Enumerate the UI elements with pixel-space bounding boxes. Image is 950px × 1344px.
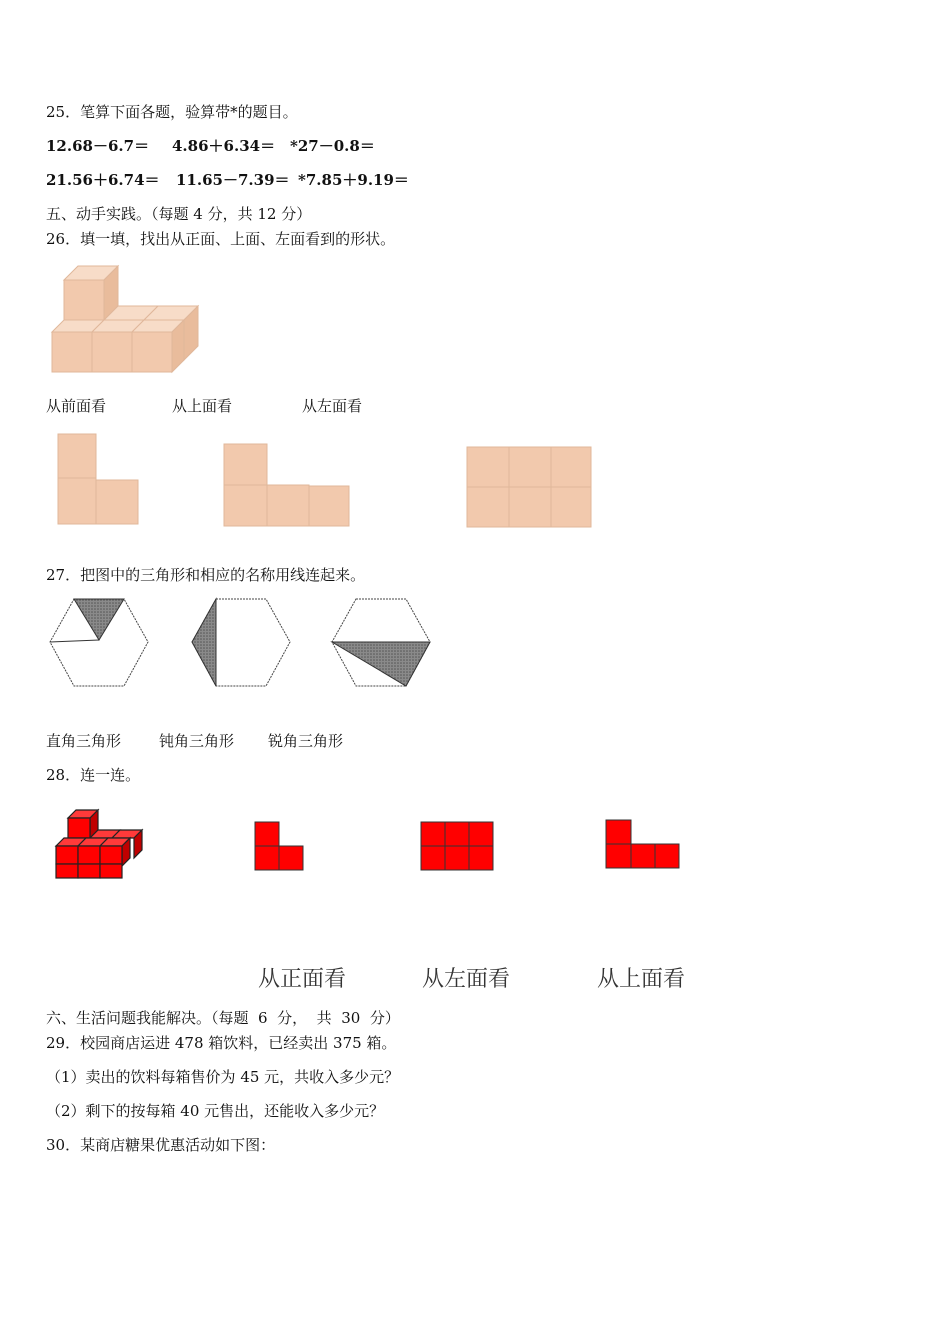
q26-shape-1	[56, 432, 142, 526]
section6-title: 六、生活问题我能解决。（每题 6 分， 共 30 分）	[46, 1009, 400, 1027]
q27-title: 27．把图中的三角形和相应的名称用线连起来。	[46, 566, 366, 584]
q26-shape-3	[465, 445, 595, 529]
section5-title: 五、动手实践。（每题 4 分，共 12 分）	[46, 205, 312, 223]
q28-shape-2	[420, 820, 494, 872]
q28-shape-1	[254, 820, 306, 872]
q27-name-right: 直角三角形	[46, 732, 122, 750]
q27-hexagon-2	[188, 596, 294, 690]
q26-cube-figure	[46, 262, 206, 374]
q29-part1: （1）卖出的饮料每箱售价为 45 元，共收入多少元？	[46, 1068, 400, 1086]
q26-view-front: 从前面看	[46, 397, 107, 415]
q29-title: 29．校园商店运进 478 箱饮料，已经卖出 375 箱。	[46, 1034, 397, 1052]
q28-caption-left: 从左面看	[422, 967, 511, 992]
q25-expr-1: 12.68－6.7＝	[46, 137, 150, 155]
q26-shape-2	[222, 442, 352, 528]
q26-view-top: 从上面看	[172, 397, 233, 415]
q27-name-obtuse: 钝角三角形	[159, 732, 235, 750]
q28-title: 28．连一连。	[46, 766, 141, 784]
q28-caption-front: 从正面看	[258, 967, 347, 992]
q27-hexagon-3	[328, 596, 434, 690]
q25-expr-3: *27－0.8＝	[290, 137, 375, 155]
q25-expr-2: 4.86＋6.34＝	[172, 137, 276, 155]
q26-view-left: 从左面看	[302, 397, 363, 415]
q29-part2: （2）剩下的按每箱 40 元售出，还能收入多少元？	[46, 1102, 385, 1120]
q25-expr-6: *7.85＋9.19＝	[298, 171, 409, 189]
q28-caption-top: 从上面看	[597, 967, 686, 992]
q27-hexagon-1	[46, 596, 152, 690]
q26-title: 26．填一填，找出从正面、上面、左面看到的形状。	[46, 230, 396, 248]
q28-shape-3	[605, 818, 681, 870]
q25-expr-4: 21.56＋6.74＝	[46, 171, 160, 189]
q28-cube-figure	[52, 804, 152, 882]
q27-name-acute: 锐角三角形	[268, 732, 344, 750]
q30-title: 30．某商店糖果优惠活动如下图：	[46, 1136, 276, 1154]
q25-expr-5: 11.65－7.39＝	[176, 171, 290, 189]
q25-title: 25．笔算下面各题，验算带*的题目。	[46, 103, 298, 121]
